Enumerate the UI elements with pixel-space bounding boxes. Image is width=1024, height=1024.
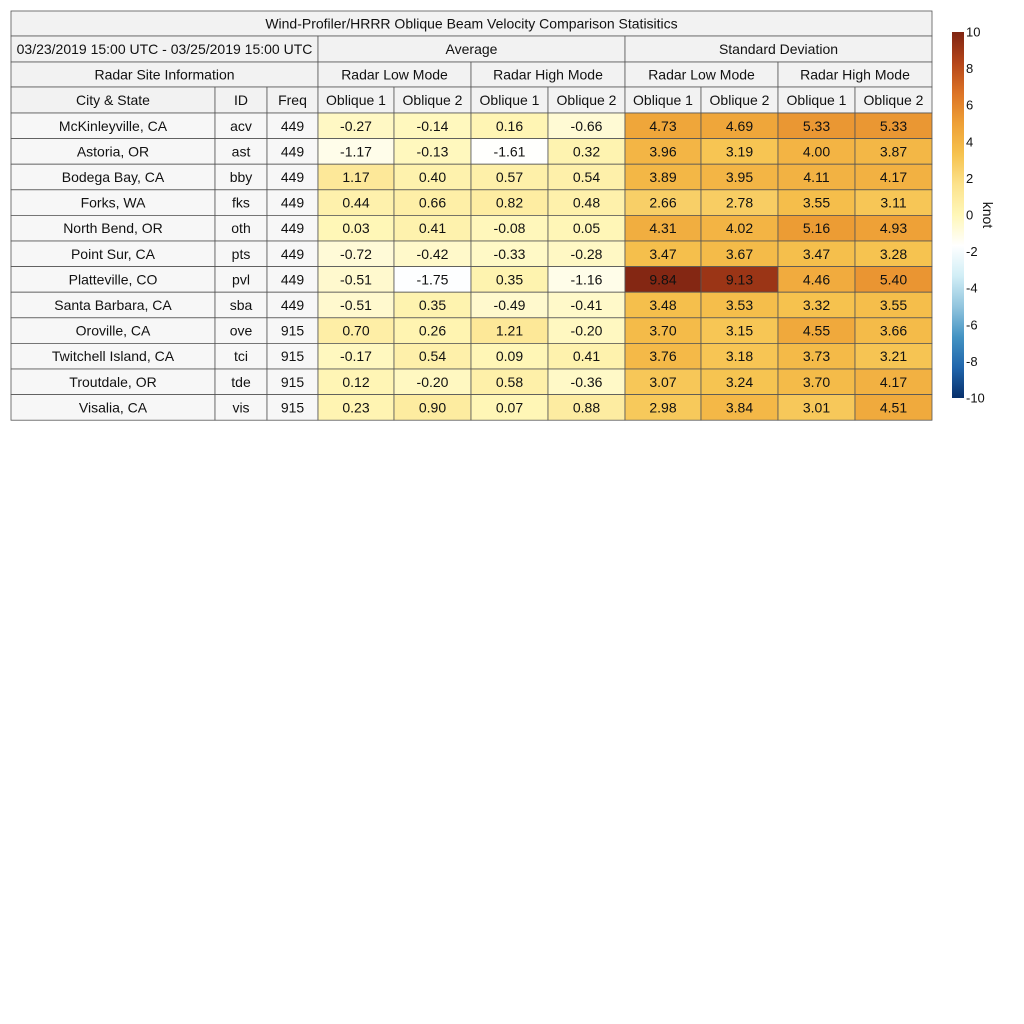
value-label: 4.93 [879,220,908,237]
value-label: 3.28 [879,245,908,262]
value-label: 4.51 [879,399,908,416]
value-label: 3.07 [649,373,677,390]
value-label: 3.19 [725,143,754,160]
colorbar-tick-label: -10 [966,390,985,406]
value-label: 4.31 [649,220,677,237]
value-label: 0.54 [572,169,601,185]
site-id: ove [229,322,253,339]
colorbar-tick-label: -2 [966,244,978,260]
mode-header: Radar High Mode [800,66,910,83]
value-label: 3.96 [649,143,677,160]
value-label: 4.73 [649,117,677,134]
colorbar-tick-label: 6 [966,97,974,113]
column-header: Oblique 2 [709,92,770,108]
site-id: sba [229,297,253,313]
value-label: -0.20 [416,373,449,390]
value-label: -0.51 [340,271,372,288]
value-label: 3.70 [802,373,831,390]
value-label: 0.58 [495,373,524,390]
value-label: -0.49 [493,297,526,313]
value-label: 3.66 [879,322,908,339]
column-header: Oblique 1 [326,92,386,108]
value-label: -0.17 [340,348,372,365]
value-label: 0.16 [495,117,524,134]
value-label: 3.73 [802,348,831,365]
table-title: Wind-Profiler/HRRR Oblique Beam Velocity Comparison Statisitics [265,15,678,32]
value-label: 3.76 [649,348,677,365]
value-label: 0.40 [418,169,447,185]
colorbar-tick-label: 8 [966,61,974,77]
value-label: 0.57 [495,169,524,185]
site-city: Platteville, CO [68,271,158,288]
value-label: 3.01 [802,399,831,416]
value-label: -0.72 [340,245,372,262]
site-id: ast [231,143,251,160]
site-city: Astoria, OR [76,143,150,160]
value-label: 3.48 [649,297,677,313]
value-label: 3.84 [725,399,754,416]
site-freq: 449 [280,297,305,313]
value-label: 0.12 [342,373,370,390]
site-id: tci [234,348,248,365]
value-label: 5.33 [802,117,831,134]
value-label: 2.98 [649,399,677,416]
site-id: fks [232,194,250,211]
colorbar-tick-label: 10 [966,24,981,40]
value-label: 0.26 [418,322,447,339]
value-label: 2.66 [649,194,677,211]
site-freq: 915 [280,348,305,365]
colorbar-tick-label: 4 [966,134,974,150]
column-header: Freq [278,92,307,108]
column-header: Oblique 2 [556,92,617,108]
value-label: 3.32 [802,297,831,313]
colorbar-gradient [952,32,964,398]
value-label: 1.21 [495,322,524,339]
value-label: 3.47 [802,245,831,262]
value-label: -1.61 [493,143,526,160]
site-city: Bodega Bay, CA [61,169,165,185]
column-header: Oblique 1 [633,92,693,108]
colorbar-label: knot [980,201,996,229]
value-label: 4.17 [879,373,908,390]
value-label: 4.55 [802,322,831,339]
value-label: 3.11 [880,194,907,211]
value-label: 0.82 [495,194,524,211]
value-label: 0.23 [342,399,370,416]
value-label: 4.17 [879,169,908,185]
value-label: -0.41 [570,297,603,313]
value-label: -0.66 [570,117,603,134]
site-city: McKinleyville, CA [58,117,168,134]
value-label: -1.17 [340,143,372,160]
value-label: -1.16 [570,271,603,288]
value-label: 3.87 [879,143,908,160]
column-header: Oblique 1 [786,92,847,108]
group-header-stddev: Standard Deviation [718,41,839,57]
value-label: 0.41 [418,220,447,237]
value-label: 0.41 [572,348,601,365]
site-id: oth [231,220,251,237]
value-label: 5.40 [879,271,908,288]
value-label: 3.89 [649,169,677,185]
value-label: 0.48 [572,194,601,211]
site-city: North Bend, OR [63,220,163,237]
colorbar-tick-label: -8 [966,353,978,369]
site-id: tde [231,373,251,390]
date-range: 03/23/2019 15:00 UTC - 03/25/2019 15:00 UTC [16,41,313,57]
value-label: 3.47 [649,245,677,262]
site-freq: 449 [280,245,305,262]
site-city: Troutdale, OR [69,373,157,390]
site-freq: 449 [280,271,305,288]
value-label: -0.42 [416,245,449,262]
value-label: -0.51 [340,297,372,313]
site-city: Santa Barbara, CA [54,297,172,313]
value-label: 3.21 [879,348,908,365]
column-header: Oblique 2 [402,92,463,108]
value-label: 3.95 [725,169,754,185]
value-label: 2.78 [725,194,754,211]
value-label: -0.08 [493,220,526,237]
info-header: Radar Site Information [94,66,235,83]
mode-header: Radar High Mode [493,66,603,83]
value-label: -0.14 [416,117,449,134]
value-label: -0.28 [570,245,603,262]
value-label: 9.84 [649,271,677,288]
value-label: 3.67 [725,245,754,262]
value-label: 3.55 [879,297,908,313]
value-label: 4.11 [803,169,830,185]
value-label: 0.66 [418,194,447,211]
value-label: -0.27 [340,117,372,134]
value-label: 3.70 [649,322,677,339]
value-label: -0.36 [570,373,603,390]
value-label: 0.03 [342,220,370,237]
column-header: Oblique 2 [863,92,924,108]
site-city: Oroville, CA [75,322,151,339]
value-label: 3.18 [725,348,754,365]
site-freq: 449 [280,143,305,160]
value-label: 3.53 [725,297,754,313]
colorbar-tick-label: 2 [966,170,974,186]
value-label: 0.44 [342,194,370,211]
site-freq: 449 [280,169,305,185]
colorbar-tick-label: -6 [966,317,978,333]
value-label: 3.24 [725,373,754,390]
column-header: ID [234,92,248,108]
value-label: 1.17 [342,169,370,185]
value-label: 0.35 [418,297,447,313]
value-label: 4.02 [725,220,754,237]
value-label: 0.35 [495,271,524,288]
value-label: 4.69 [725,117,754,134]
value-label: 3.55 [802,194,831,211]
colorbar [952,25,996,406]
site-id: vis [232,399,250,416]
group-header-average: Average [445,41,498,57]
site-freq: 915 [280,399,305,416]
colorbar-tick-label: 0 [966,207,974,223]
site-id: pvl [232,271,250,288]
value-label: 0.07 [495,399,524,416]
value-label: 0.54 [418,348,447,365]
value-label: 4.46 [802,271,831,288]
site-freq: 449 [280,220,305,237]
site-city: Forks, WA [80,194,146,211]
column-header: City & State [76,92,150,108]
mode-header: Radar Low Mode [341,66,448,83]
value-label: 0.32 [572,143,601,160]
value-label: 3.15 [725,322,754,339]
value-label: 0.09 [495,348,524,365]
site-city: Twitchell Island, CA [51,348,175,365]
value-label: 4.00 [802,143,831,160]
site-freq: 915 [280,373,305,390]
site-freq: 449 [280,117,305,134]
site-freq: 449 [280,194,305,211]
site-city: Visalia, CA [78,399,148,416]
value-label: 0.05 [572,220,601,237]
site-id: pts [231,245,251,262]
value-label: 0.70 [342,322,370,339]
value-label: -0.13 [416,143,449,160]
site-freq: 915 [280,322,305,339]
colorbar-tick-label: -4 [966,280,978,296]
mode-header: Radar Low Mode [648,66,755,83]
site-id: bby [229,169,253,185]
value-label: 5.33 [879,117,908,134]
value-label: -1.75 [416,271,449,288]
site-id: acv [230,117,252,134]
column-header: Oblique 1 [479,92,540,108]
value-label: 5.16 [802,220,831,237]
value-label: 9.13 [725,271,754,288]
value-label: 0.90 [418,399,447,416]
site-city: Point Sur, CA [70,245,156,262]
value-label: -0.20 [570,322,603,339]
value-label: 0.88 [572,399,601,416]
value-label: -0.33 [493,245,526,262]
